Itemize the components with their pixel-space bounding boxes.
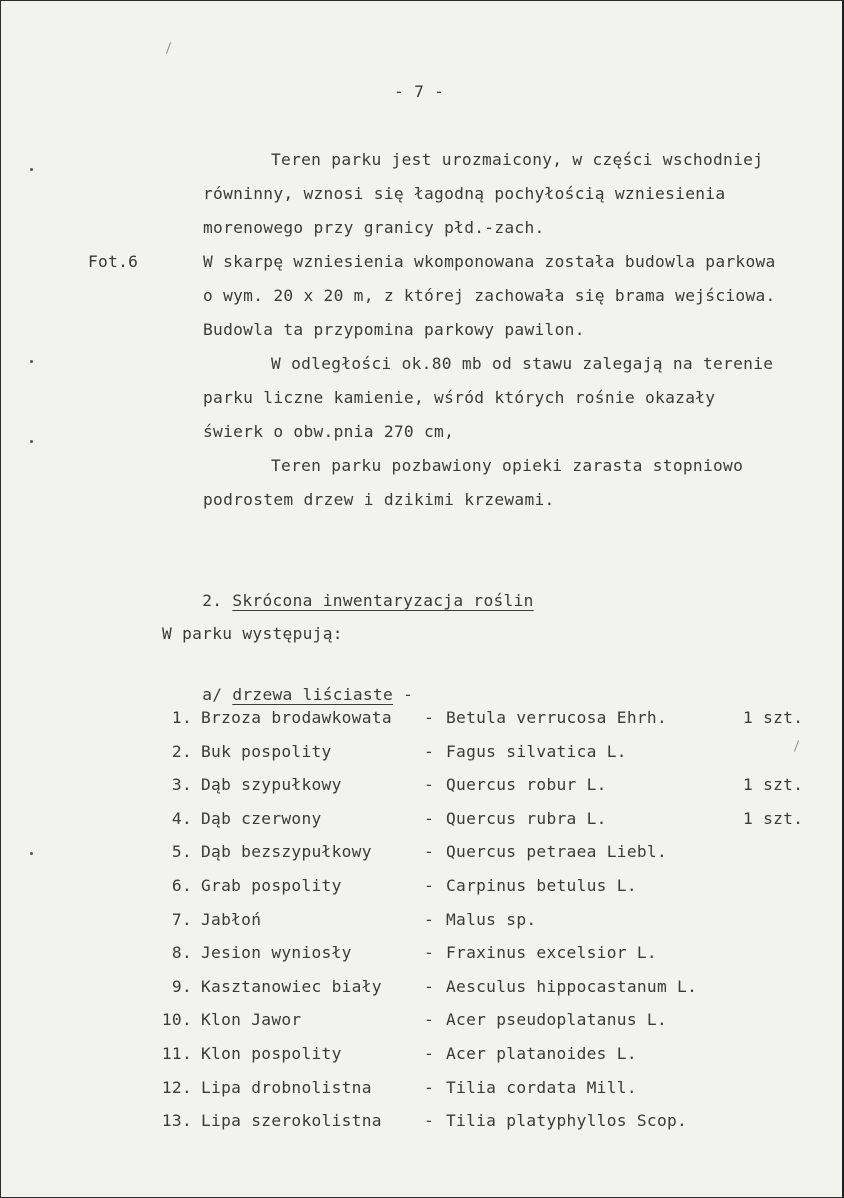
- tree-dash: -: [424, 1111, 435, 1130]
- tree-number: 4.: [171, 809, 192, 828]
- paragraph-1-line-1: Teren parku jest urozmaicony, w części wschodniej: [271, 150, 764, 169]
- tree-latin-name: Carpinus betulus L.: [446, 876, 637, 895]
- tree-polish-name: Klon Jawor: [201, 1010, 302, 1029]
- paragraph-1-line-3: morenowego przy granicy płd.-zach.: [203, 218, 545, 237]
- tree-number: 12.: [161, 1078, 192, 1097]
- tree-latin-name: Fagus silvatica L.: [446, 742, 627, 761]
- section-heading: [162, 571, 534, 631]
- paragraph-4-line-2: podrostem drzew i dzikimi krzewami.: [203, 490, 555, 509]
- tree-polish-name: Dąb czerwony: [201, 809, 322, 828]
- tree-count: 1 szt.: [743, 708, 804, 727]
- tree-dash: -: [424, 1044, 435, 1063]
- tree-number: 7.: [171, 910, 192, 929]
- scan-speck: [30, 360, 33, 363]
- tree-latin-name: Acer platanoides L.: [446, 1044, 637, 1063]
- tree-dash: -: [424, 876, 435, 895]
- paragraph-2-line-1: W skarpę wzniesienia wkomponowana została budowla parkowa: [203, 252, 776, 271]
- tree-latin-name: Betula verrucosa Ehrh.: [446, 708, 668, 727]
- tree-dash: -: [424, 943, 435, 962]
- tree-dash: -: [424, 1078, 435, 1097]
- intro-line: W parku występują:: [162, 624, 343, 643]
- tree-number: 3.: [171, 775, 192, 794]
- subsection-prefix: a/: [202, 685, 223, 704]
- tree-dash: -: [424, 742, 435, 761]
- tree-polish-name: Grab pospolity: [201, 876, 342, 895]
- tree-dash: -: [424, 1010, 435, 1029]
- tree-polish-name: Lipa szerokolistna: [201, 1111, 382, 1130]
- tree-polish-name: Dąb bezszypułkowy: [201, 842, 372, 861]
- tree-latin-name: Quercus robur L.: [446, 775, 607, 794]
- tree-number: 11.: [161, 1044, 192, 1063]
- tree-number: 8.: [171, 943, 192, 962]
- tree-number: 1.: [171, 708, 192, 727]
- tree-number: 5.: [171, 842, 192, 861]
- paragraph-4-line-1: Teren parku pozbawiony opieki zarasta stopniowo: [271, 456, 744, 475]
- tree-polish-name: Kasztanowiec biały: [201, 977, 382, 996]
- tree-latin-name: Malus sp.: [446, 910, 537, 929]
- paragraph-3-line-1: W odległości ok.80 mb od stawu zalegają na terenie: [271, 354, 774, 373]
- scan-speck: [30, 852, 33, 855]
- tree-dash: -: [424, 775, 435, 794]
- subsection-suffix: -: [403, 685, 414, 704]
- tree-dash: -: [424, 910, 435, 929]
- paragraph-1-line-2: równinny, wznosi się łagodną pochyłością wzniesienia: [203, 184, 726, 203]
- page-number: - 7 -: [394, 82, 445, 101]
- tree-polish-name: Buk pospolity: [201, 742, 332, 761]
- tree-dash: -: [424, 809, 435, 828]
- tree-count: 1 szt.: [743, 775, 804, 794]
- scan-speck: [30, 440, 33, 443]
- tree-polish-name: Lipa drobnolistna: [201, 1078, 372, 1097]
- tree-number: 13.: [161, 1111, 192, 1130]
- tree-latin-name: Quercus petraea Liebl.: [446, 842, 668, 861]
- tree-number: 9.: [171, 977, 192, 996]
- subsection-title: drzewa liściaste: [232, 685, 394, 704]
- tree-dash: -: [424, 708, 435, 727]
- tree-latin-name: Quercus rubra L.: [446, 809, 607, 828]
- tree-latin-name: Acer pseudoplatanus L.: [446, 1010, 668, 1029]
- tree-polish-name: Klon pospolity: [201, 1044, 342, 1063]
- tree-number: 2.: [171, 742, 192, 761]
- tree-polish-name: Jabłoń: [201, 910, 262, 929]
- paragraph-3-line-2: parku liczne kamienie, wśród których rośnie okazały: [203, 388, 716, 407]
- tree-polish-name: Jesion wyniosły: [201, 943, 352, 962]
- tree-number: 6.: [171, 876, 192, 895]
- section-number: 2.: [202, 591, 223, 610]
- paragraph-2-line-3: Budowla ta przypomina parkowy pawilon.: [203, 320, 585, 339]
- scan-speck: [30, 168, 33, 171]
- tree-polish-name: Brzoza brodawkowata: [201, 708, 392, 727]
- paragraph-3-line-3: świerk o obw.pnia 270 cm,: [203, 422, 455, 441]
- tree-latin-name: Fraxinus excelsior L.: [446, 943, 657, 962]
- tree-dash: -: [424, 977, 435, 996]
- section-title: Skrócona inwentaryzacja roślin: [232, 591, 534, 610]
- tree-polish-name: Dąb szypułkowy: [201, 775, 342, 794]
- tree-count: 1 szt.: [743, 809, 804, 828]
- tree-latin-name: Tilia cordata Mill.: [446, 1078, 637, 1097]
- tree-number: 10.: [161, 1010, 192, 1029]
- photo-reference: Fot.6: [88, 252, 139, 271]
- tree-latin-name: Tilia platyphyllos Scop.: [446, 1111, 688, 1130]
- paragraph-2-line-2: o wym. 20 x 20 m, z której zachowała się brama wejściowa.: [203, 286, 776, 305]
- tree-latin-name: Aesculus hippocastanum L.: [446, 977, 698, 996]
- tree-dash: -: [424, 842, 435, 861]
